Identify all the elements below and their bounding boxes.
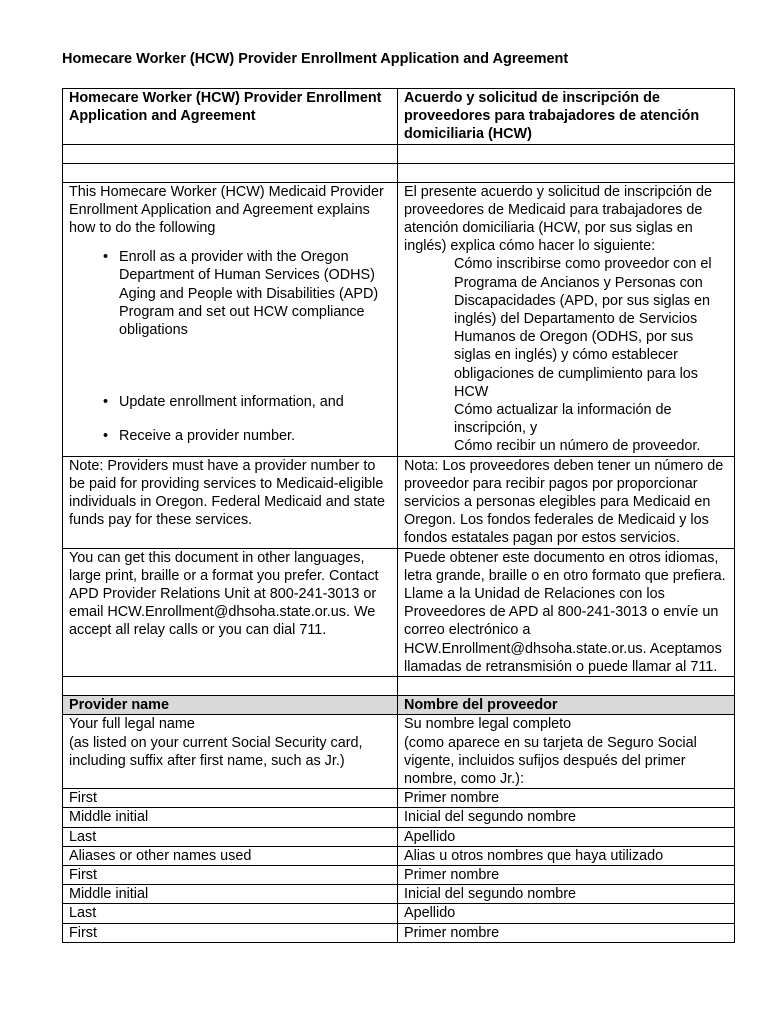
- intro-english: This Homecare Worker (HCW) Medicaid Provider Enrollment Application and Agreement explains how to do the following: [69, 183, 384, 237]
- legal-name-english: Your full legal name: [69, 716, 195, 733]
- legal-name-row: [63, 715, 735, 789]
- field-label-spanish: Alias u otros nombres que haya utilizado: [398, 846, 735, 865]
- field-row-first-name[interactable]: [63, 789, 735, 808]
- field-label-english[interactable]: Middle initial: [63, 808, 398, 827]
- blank-cell: [398, 163, 735, 182]
- provider-name-heading-spanish: Nombre del proveedor: [398, 696, 735, 715]
- blank-cell: [63, 677, 398, 696]
- field-label-spanish[interactable]: Inicial del segundo nombre: [398, 885, 735, 904]
- blank-cell: [398, 144, 735, 163]
- field-label-english[interactable]: First: [63, 789, 398, 808]
- field-row-middle-initial[interactable]: [63, 808, 735, 827]
- field-row-alias-last[interactable]: [63, 904, 735, 923]
- legal-name-note-english: (as listed on your current Social Security card, including suffix after first name, such as Jr.): [69, 734, 363, 769]
- blank-row: [63, 144, 735, 163]
- blank-row: [63, 677, 735, 696]
- field-label-english[interactable]: First: [63, 923, 398, 942]
- contact-row: [63, 548, 735, 676]
- field-label-spanish[interactable]: Primer nombre: [398, 789, 735, 808]
- field-label-english[interactable]: Middle initial: [63, 885, 398, 904]
- intro-row: [63, 182, 735, 456]
- field-label-english[interactable]: Last: [63, 827, 398, 846]
- page-title: Homecare Worker (HCW) Provider Enrollment Application and Agreement: [62, 51, 569, 67]
- intro-spanish: El presente acuerdo y solicitud de inscripción de proveedores de Medicaid para trabajadores de atención domiciliaria (HCW, por sus siglas en inglés) explica cómo hacer lo siguiente:: [404, 183, 712, 255]
- field-label-english: Aliases or other names used: [63, 846, 398, 865]
- bullet-update-english: • Update enrollment information, and: [69, 393, 391, 411]
- field-label-english[interactable]: First: [63, 865, 398, 884]
- bullet-update-spanish: Cómo actualizar la información de inscripción, y: [454, 402, 672, 437]
- blank-row: [63, 163, 735, 182]
- note-row: [63, 456, 735, 548]
- blank-cell: [63, 144, 398, 163]
- note-spanish: Nota: Los proveedores deben tener un número de proveedor para recibir pagos por proporcionar servicios a personas elegibles para Medicaid en Oregon. Los fondos federales de Medicaid y los fondos estatales pagan por estos servicios.: [398, 456, 735, 548]
- bullet-enroll-english: • Enroll as a provider with the Oregon Department of Human Services (ODHS) Aging and People with Disabilities (APD) Program and set out HCW compliance obligations: [69, 248, 391, 339]
- field-label-spanish[interactable]: Apellido: [398, 827, 735, 846]
- field-row-aliases: [63, 846, 735, 865]
- field-label-spanish[interactable]: Apellido: [398, 904, 735, 923]
- field-row-alias2-first[interactable]: [63, 923, 735, 942]
- note-english: Note: Providers must have a provider number to be paid for providing services to Medicaid-eligible individuals in Oregon. Federal Medicaid and state funds pay for these services.: [63, 456, 398, 548]
- contact-english: You can get this document in other languages, large print, braille or a format you prefer. Contact APD Provider Relations Unit at 800-241-3013 or email HCW.Enrollment@dhsoha.state.or.us. We accept all relay calls or you can dial 711.: [63, 548, 398, 676]
- field-label-spanish[interactable]: Primer nombre: [398, 865, 735, 884]
- field-label-english[interactable]: Last: [63, 904, 398, 923]
- legal-name-note-spanish: (como aparece en su tarjeta de Seguro Social vigente, incluidos sufijos después del primer nombre, como Jr.):: [404, 734, 697, 787]
- blank-cell: [398, 677, 735, 696]
- bullet-receive-spanish: Cómo recibir un número de proveedor.: [454, 438, 701, 455]
- header-spanish: Acuerdo y solicitud de inscripción de proveedores para trabajadores de atención domiciliaria (HCW): [398, 89, 735, 145]
- bullet-enroll-spanish: Cómo inscribirse como proveedor con el Programa de Ancianos y Personas con Discapacidades (APD, por sus siglas en inglés) del Departamento de Servicios Humanos de Oregon (ODHS, por sus siglas en inglés) y cómo establecer obligaciones de cumplimiento para los HCW: [454, 256, 712, 400]
- field-row-last-name[interactable]: [63, 827, 735, 846]
- provider-name-heading-row: [63, 696, 735, 715]
- blank-cell: [63, 163, 398, 182]
- bullet-receive-english: • Receive a provider number.: [69, 427, 391, 445]
- enrollment-table: [62, 88, 735, 943]
- header-english: Homecare Worker (HCW) Provider Enrollment Application and Agreement: [63, 89, 398, 145]
- field-row-alias-middle[interactable]: [63, 885, 735, 904]
- contact-spanish: Puede obtener este documento en otros idiomas, letra grande, braille o en otro formato que prefiera. Llame a la Unidad de Relaciones con los Proveedores de APD al 800-241-3013 o envíe un correo electrónico a HCW.Enrollment@dhsoha.state.or.us. Aceptamos llamadas de retransmisión o puede llamar al 711.: [398, 548, 735, 676]
- provider-name-heading-english: Provider name: [63, 696, 398, 715]
- field-label-spanish[interactable]: Primer nombre: [398, 923, 735, 942]
- table-header-row: [63, 89, 735, 145]
- field-label-spanish[interactable]: Inicial del segundo nombre: [398, 808, 735, 827]
- field-row-alias-first[interactable]: [63, 865, 735, 884]
- legal-name-spanish: Su nombre legal completo: [404, 716, 572, 733]
